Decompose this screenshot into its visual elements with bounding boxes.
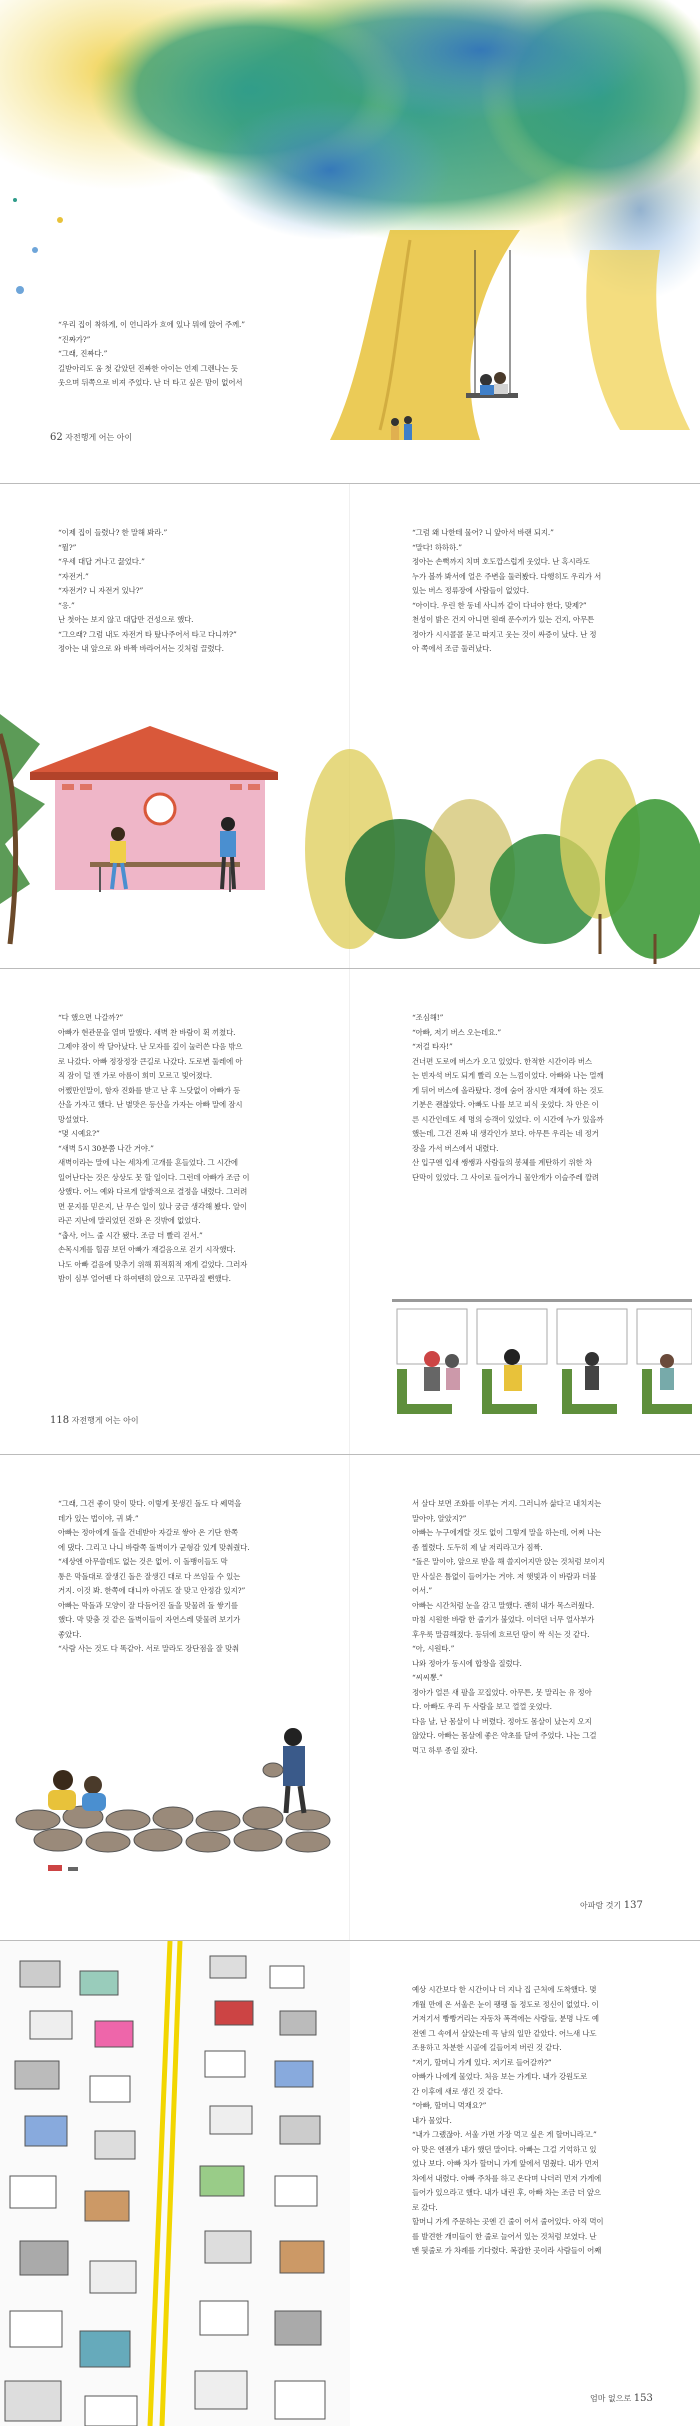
text-line: “아, 시원타.” [412,1644,455,1653]
text-line: 정아는 내 앞으로 와 바짝 바라어서는 깃처럼 끌렸다. [58,644,224,653]
page-spread-1 [0,0,700,484]
page-spread-3 [0,969,700,1455]
text-line: 먹고 하루 종일 잤다. [412,1745,478,1755]
text-line: 일어난다는 것은 상상도 못 할 일이다. 그런데 아빠가 조금 이 [58,1172,250,1182]
text-line: 라곤 지난에 말리었던 진화 온 것밖에 없었다. [58,1216,201,1225]
text-line: “돌은 말이야, 앞으로 받을 해 쓸지어지만 앉는 것처럼 보이지 [412,1557,605,1566]
text-line: 다. 아빠도 우리 두 사람을 보고 껄껄 웃었다. [412,1702,552,1711]
text-line: “춥사, 어느 줄 시간 됐다. 조금 더 빨리 걷서.” [58,1230,203,1240]
text-line: “조심해!” [412,1013,444,1022]
text-line: 맨 뒷줄로 가 차례를 기다렸다. 복잡한 곳이라 사람들이 어째 [412,2246,602,2255]
tree-illustration [0,0,700,483]
text-line: 로 나갔다. 아빠 정장정장 큰길로 나갔다. 도로변 둘레에 아 [58,1056,243,1066]
text-line: “저기, 할머니 가게 있다. 저기로 들어갈까?” [412,2057,552,2067]
text-line: “그래, 진짜다.” [58,349,108,358]
text-line: 어서.” [412,1586,433,1595]
text-line: 직 잠이 덜 깬 가로 아름이 희미 모르고 빛어졌다. [58,1071,212,1080]
text-line: 아빠는 정아에게 돌을 건네받아 자갈로 쌓아 온 기단 한쪽 [58,1528,238,1537]
body-text-left [58,1011,338,1287]
text-line: 아 쪽에서 조금 둘러났다. [412,644,492,653]
text-line: 아 맞은 엔젠가 내가 했던 말이다. 아빠는 그걸 기억하고 있 [412,2144,597,2154]
page-folio [50,432,132,443]
text-line: 마침 시원한 바람 한 줄기가 불었다. 이더던 너무 얼사부가 [412,1615,595,1624]
page-folio [50,1415,139,1426]
text-line: 아빠는 막돌과 모양이 잘 다듬어진 돌을 맞물려 돌 쌓기를 [58,1600,238,1610]
text-line: 정아는 손뼉까지 치며 호도깝스럽게 웃었다. 난 혹시라도 [412,557,590,566]
text-line: 개월 만에 온 서울은 눈이 팽팽 돌 정도로 정신이 없었다. 이 [412,1999,599,2009]
text-line: 좋았다. [58,1629,82,1639]
text-line: 에 댔다. 그리고 나니 바람쪽 돌벽이가 균형감 있게 맞춰줬다. [58,1542,250,1552]
text-line: 난 첫아는 보지 않고 대답만 건성으로 했다. [58,615,194,624]
page-spread-5 [0,1941,700,2426]
text-line: 장을 가서 버스에서 내렸다. [412,1143,499,1153]
text-line: 했다. 막 맞춤 것 같은 돌벽이들이 자연스레 맞물려 보기가 [58,1615,241,1624]
text-line: 어쨌만인말이, 함자 진화를 받고 난 후 느닷없이 아빠가 등 [58,1085,241,1095]
text-line: 차에서 내렸다. 아빠 주차를 하고 온다며 나더러 먼저 가게에 [412,2173,602,2183]
text-line: 길받아리도 움 첫 같았던 진짜한 아이는 언제 그렌나는 듯 [58,363,238,373]
text-line: 아빠는 시간처럼 눈을 감고 말했다. 괜히 내가 목스러웠다. [412,1600,595,1610]
text-line: 었나 보다. 아빠 차가 할머니 가게 앞에서 멈췄다. 내가 먼저 [412,2159,599,2168]
text-line: 있는 버스 정류장에 사람들이 없었다. [412,586,529,595]
text-line: 그제야 잠이 싹 달아났다. 난 모자를 깊이 눌러쓴 다음 밖으 [58,1042,243,1051]
page-folio [580,1900,643,1911]
text-line: 거지. 이것 봐. 한쪽에 대니까 아귀도 잘 맞고 안정감 있지?” [58,1586,246,1595]
text-line: “세상엔 아무쓸데도 없는 것은 없어. 이 돌뱅이들도 막 [58,1557,228,1566]
text-line: 누가 볼까 봐서에 얼은 주변을 둘러봤다. 다행히도 우리가 서 [412,571,602,581]
text-line: 했는데, 그건 진짜 내 생각인가 보다. 아무튼 우리는 네 정거 [412,1129,599,1138]
text-line: 건너편 도로에 버스가 오고 있었다. 한적한 시간이라 버스 [412,1056,592,1066]
text-line: 만 사실은 틈없이 들어가는 거야. 저 햇빛과 이 바람과 더불 [412,1571,597,1581]
text-line: “새벽 5시 30분쯤 나간 거야.” [58,1143,154,1153]
text-line: “그럼 왜 나한테 물어? 니 앞아서 바랜 되지.” [412,528,554,537]
text-line: 서 살다 보면 조화를 이루는 거지. 그러니까 삶다고 내치지는 [412,1499,602,1508]
text-line: 아빠가 나에게 물었다. 처음 보는 가게다. 내가 강원도로 [412,2072,588,2081]
text-line: 다음 날, 난 몸살이 나 버렸다. 정아도 몸살이 났는지 오지 [412,1716,592,1726]
text-line: “자전거.” [58,571,89,581]
text-line: 나와 정아가 동시에 합창을 질렀다. [412,1658,522,1668]
text-line: 후우룩 말끔해졌다. 등뒤에 흐르던 땀이 싹 식는 것 같다. [412,1629,590,1639]
text-line: 웃으며 뒤쪽으로 비져 주었다. 난 더 타고 싶은 맘이 없어서 [58,378,243,387]
running-title: 엄마 없으로 [590,2394,632,2403]
text-line: 손목시계를 힐끔 보던 아빠가 재걸음으로 걷기 시작했다. [58,1245,236,1254]
body-text-right [412,1983,692,2259]
page-number: 153 [633,2393,653,2404]
text-line: “아빠, 할머니 먹재요?” [412,2101,487,2110]
text-line: 정아가 시시콜콜 묻고 따지고 웃는 것이 싸증이 났다. 난 정 [412,629,597,639]
text-line: “이제 집이 들렸나? 한 말해 봐라.” [58,528,168,537]
text-line: “그래, 그건 좋이 맞이 맞다. 이렇게 못생긴 돌도 다 쎄먹을 [58,1499,242,1508]
text-line: 새벽이라는 말에 나는 세차게 고개를 흔들었다. 그 시간에 [58,1158,238,1167]
body-text-left [58,1497,338,1657]
gutter [349,484,350,968]
text-line: 말아야, 알았지?” [412,1513,467,1523]
text-line: 밤이 심부 얼어뗀 다 하여뗀히 앉으로 고꾸라질 뻔했다. [58,1274,231,1283]
text-line: 산을 가자고 했다. 난 별맛은 등산을 가자는 아빠 말에 잠시 [58,1100,243,1109]
text-line: 예상 시간보다 한 시간이나 더 지나 집 근처에 도착했다. 몇 [412,1985,597,1994]
text-line: “말다! 하하하.” [412,542,462,552]
text-line: “응.” [58,600,75,610]
text-line: 거저기서 빵빵거리는 자동차 폭격에는 사람들, 분명 나도 예 [412,2014,599,2023]
page-number: 137 [623,1900,643,1911]
text-line: 전엔 그 속에서 살았는데 꼭 남의 일만 같았다. 어느새 나도 [412,2028,597,2038]
text-line: “저걸 타자!” [412,1042,453,1051]
text-line: “진짜가?” [58,334,91,344]
text-line: 데가 있는 법이야, 귀 봐.” [58,1513,139,1523]
text-line: 내가 물었다. [412,2115,452,2125]
text-line: “내가 그랬잖아. 서울 가면 가장 먹고 싶은 게 할머니라고.” [412,2130,597,2139]
text-line: “뭘?” [58,542,77,552]
text-line: 정아가 얼른 새 팔을 꼬집었다. 아무튼, 못 말리는 유 정아 [412,1687,592,1697]
page-spread-4 [0,1455,700,1941]
page-spread-2 [0,484,700,969]
text-line: 않았다. 아빠는 몸살에 좋은 약초를 달여 주었다. 나는 그걸 [412,1731,597,1740]
text-line: “씨씨뽕.” [412,1673,443,1682]
body-text-right [412,526,692,657]
text-line: “다 했으면 나갈까?” [58,1013,123,1022]
running-title: 자전행게 어는 아이 [71,1416,139,1425]
text-line: 아빠가 현관문을 열며 말했다. 새벽 찬 바람이 휙 끼쳤다. [58,1027,236,1037]
text-line: 기분은 괜찮았다. 아빠도 나를 보고 피식 웃었다. 차 안은 이 [412,1100,599,1109]
page-number: 118 [50,1415,70,1426]
body-text [58,318,348,391]
text-line: 아빠는 누구에게랄 것도 없이 그렇게 말을 하는데, 어쩌 나는 [412,1528,602,1537]
page-folio [590,2393,653,2404]
text-line: 게 뒤어 버스에 올라탔다. 경에 숨어 잠시만 재채에 하는 것도 [412,1085,604,1095]
text-line: 산 입구엔 입새 쌩쌩과 사람들의 봉체를 계탄하기 위한 차 [412,1158,592,1167]
text-line: 로 갔다. [412,2202,438,2212]
text-line: “그으래? 그럼 내도 자전거 타 탔나주어서 타고 다니까?” [58,629,237,639]
text-line: 들어가 있으라고 했다. 내가 내린 후, 아빠 차는 조금 더 앞으 [412,2188,601,2197]
body-text-right [412,1497,692,1758]
text-line: 를 발견한 개미들이 한 줄로 늘어서 있는 것처럼 보였다. 난 [412,2231,597,2241]
bus-interior-illustration [392,1289,692,1429]
text-line: 할머니 가게 주문하는 곳엔 긴 줄이 어서 줄어있다. 아직 먹이 [412,2217,604,2226]
body-text-right [412,1011,692,1185]
text-line: 면 문지를 믿은지, 난 무슨 일이 있나 궁금 생각해 봤다. 알이 [58,1201,247,1211]
text-line: 는 빈자석 버도 되게 빨리 오는 느낌이었다. 아빠와 나는 멀깨 [412,1071,604,1080]
text-line: 통은 막돌대로 잘생긴 돌은 잘생긴 대로 다 쓰임들 수 있는 [58,1571,241,1581]
traffic-illustration [0,1941,350,2426]
text-line: 른 시간인데도 세 명의 승객이 있었다. 이 시간에 누가 있을까 [412,1114,604,1124]
text-line: “몇 시예요?” [58,1129,100,1138]
text-line: 좀 찔렸다. 도두히 제 날 저리라고가 짐짝. [412,1542,543,1552]
text-line: “사람 사는 것도 다 똑같아. 서로 말라도 장단점을 잘 맞춰 [58,1644,240,1653]
running-title: 아파람 것기 [580,1901,622,1910]
text-line: 상했다. 어느 예와 다르게 알방적으로 결정을 내렸다. 그러려 [58,1187,248,1196]
text-line: “우리 집이 착하게, 이 언니라가 흐에 있나 뭐에 앉어 주께.” [58,320,245,329]
text-line: 망설였다. [58,1114,89,1124]
text-line: “우세 대답 거나고 끓었다.” [58,557,145,566]
running-title: 자전행게 어는 아이 [65,433,133,442]
text-line: “아이다. 우린 한 동네 사니까 같이 다녀야 한다, 맞제?” [412,600,587,610]
page-number: 62 [50,432,63,443]
text-line: 나도 아빠 걸음에 맞추기 위해 휘적휘적 재게 걸었다. 그러자 [58,1259,248,1269]
body-text-left [58,526,338,657]
text-line: 천성이 밝은 건지 아니면 원래 푼수끼가 있는 건지, 아무튼 [412,615,595,624]
text-line: 단막이 있었다. 그 사이로 들어가니 물안개가 이슬주레 깔려 [412,1172,599,1182]
text-line: “자전거? 니 자전거 있나?” [58,586,144,595]
stone-wall-illustration [8,1725,348,1895]
text-line: 간 이후에 새로 생긴 것 같다. [412,2086,503,2096]
gutter [349,969,350,1454]
gutter [349,1455,350,1940]
text-line: “아빠, 저기 버스 오는데요.” [412,1027,501,1037]
text-line: 조용하고 차분한 시골에 길들어져 버린 것 같다. [412,2043,562,2052]
